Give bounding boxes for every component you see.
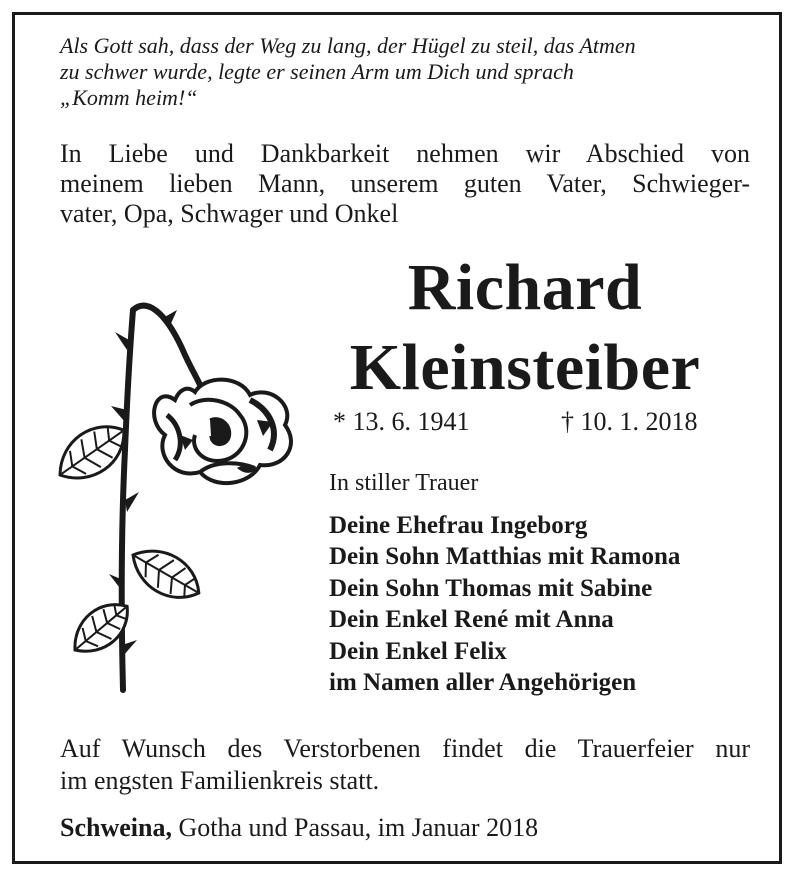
- rose-illustration: [45, 280, 305, 700]
- place-rest: Gotha und Passau, im Januar 2018: [171, 813, 539, 842]
- notice-line: im engsten Familienkreis statt.: [60, 766, 380, 795]
- poem-line: zu schwer wurde, legte er seinen Arm um Dich und sprach: [60, 59, 574, 84]
- deceased-first-name: Richard: [407, 251, 643, 324]
- mourning-heading: In stiller Trauer: [329, 470, 479, 496]
- funeral-notice: [60, 733, 750, 797]
- intro-line: In Liebe und Dankbarkeit nehmen wir Abschied von: [60, 139, 750, 168]
- signer: Dein Enkel Felix: [329, 637, 507, 665]
- obituary-frame: [12, 12, 782, 864]
- intro-line: meinem lieben Mann, unserem guten Vater, Schwieger-: [60, 169, 750, 198]
- place-town: Schweina,: [60, 813, 172, 842]
- intro-text: [60, 139, 750, 229]
- poem-line: Als Gott sah, dass der Weg zu lang, der Hügel zu steil, das Atmen: [60, 33, 636, 58]
- poem: [60, 33, 760, 111]
- place-and-date: [60, 813, 538, 843]
- signer: Dein Sohn Thomas mit Sabine: [329, 574, 653, 602]
- signer: im Namen aller Angehörigen: [329, 669, 637, 697]
- signer: Dein Sohn Matthias mit Ramona: [329, 543, 681, 571]
- poem-line: „Komm heim!“: [60, 85, 198, 110]
- deceased-last-name: Kleinsteiber: [349, 331, 701, 404]
- intro-line: vater, Opa, Schwager und Onkel: [60, 199, 399, 228]
- signer: Dein Enkel René mit Anna: [329, 606, 614, 634]
- signer: Deine Ehefrau Ingeborg: [329, 512, 588, 539]
- birth-date: * 13. 6. 1941: [333, 407, 470, 436]
- notice-line: Auf Wunsch des Verstorbenen findet die Trauerfeier nur: [60, 734, 750, 763]
- death-date: † 10. 1. 2018: [561, 407, 698, 436]
- signers-list: [329, 510, 680, 698]
